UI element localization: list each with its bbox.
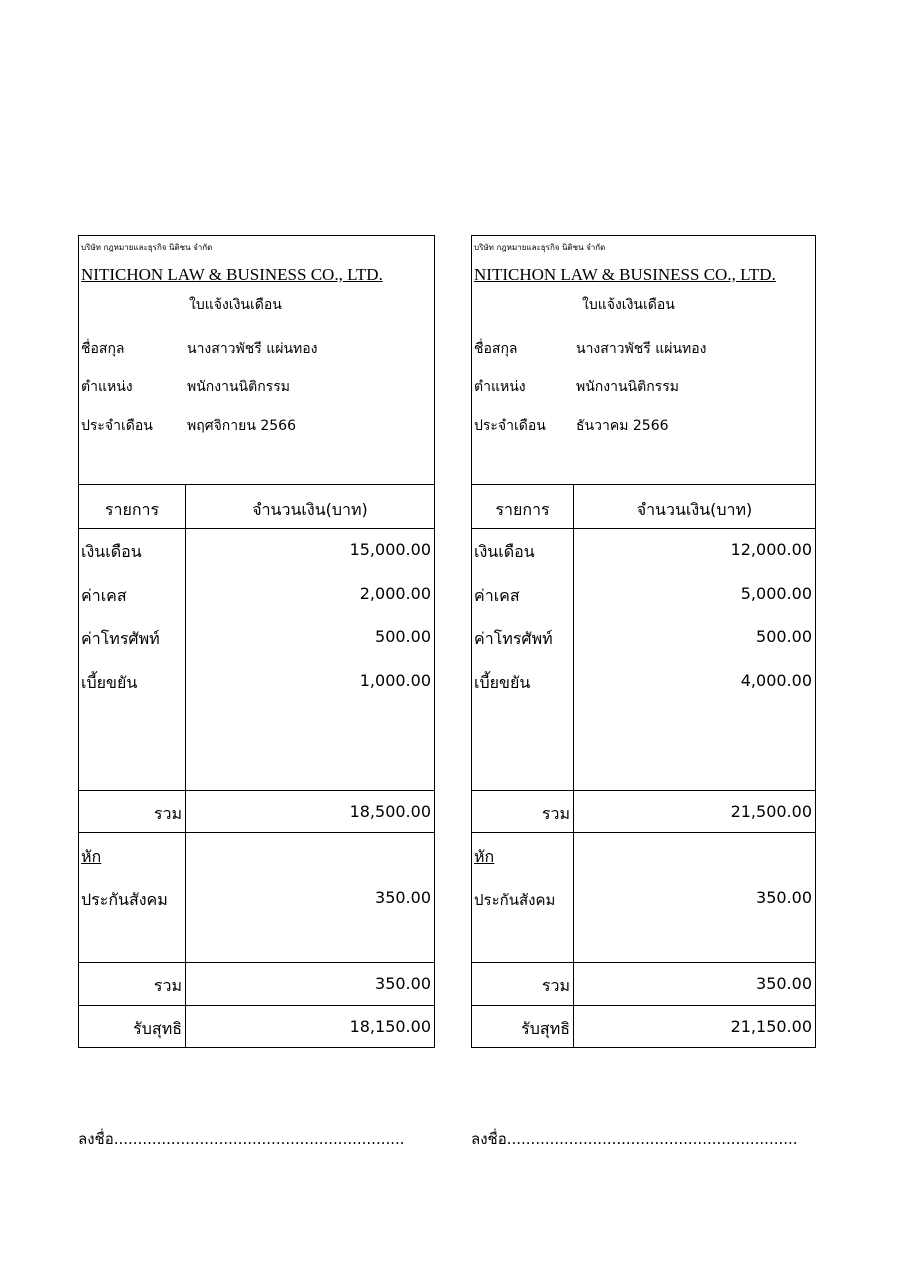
divider	[472, 528, 815, 529]
income-label: เบี้ยขยัน	[81, 673, 138, 692]
net-pay-amount: 21,150.00	[730, 1017, 812, 1036]
payslip-november	[78, 235, 435, 1048]
divider	[79, 528, 434, 529]
document-title: ใบแจ้งเงินเดือน	[189, 297, 282, 313]
income-label: เบี้ยขยัน	[474, 673, 531, 692]
deduction-label: ประกันสังคม	[474, 891, 556, 909]
position-label: ตำแหน่ง	[474, 379, 526, 395]
column-header-amount: จำนวนเงิน(บาท)	[636, 500, 753, 519]
income-label: ค่าโทรศัพท์	[81, 629, 160, 648]
divider	[472, 962, 815, 963]
deduction-total-label: รวม	[153, 976, 182, 995]
deduction-total-amount: 350.00	[375, 974, 431, 993]
company-name-english: NITICHON LAW & BUSINESS CO., LTD.	[81, 265, 383, 284]
document-title: ใบแจ้งเงินเดือน	[582, 297, 675, 313]
deduction-total-label: รวม	[541, 976, 570, 995]
income-amount: 2,000.00	[359, 584, 431, 603]
divider	[79, 832, 434, 833]
income-amount: 15,000.00	[349, 540, 431, 559]
income-label: เงินเดือน	[81, 542, 142, 561]
divider	[472, 790, 815, 791]
divider	[472, 484, 815, 485]
income-label: ค่าโทรศัพท์	[474, 629, 553, 648]
month-label: ประจำเดือน	[81, 418, 153, 434]
net-pay-label: รับสุทธิ	[521, 1019, 570, 1038]
income-amount: 4,000.00	[740, 671, 812, 690]
income-amount: 5,000.00	[740, 584, 812, 603]
position-label: ตำแหน่ง	[81, 379, 133, 395]
income-amount: 500.00	[756, 627, 812, 646]
deduction-label: ประกันสังคม	[81, 890, 168, 909]
position-value: พนักงานนิติกรรม	[576, 379, 679, 395]
name-label: ชื่อสกุล	[81, 341, 125, 357]
divider	[79, 484, 434, 485]
column-header-item: รายการ	[104, 500, 160, 519]
income-label: ค่าเคส	[474, 586, 520, 605]
column-divider	[573, 484, 574, 1048]
signature-line: ลงชื่อ.............................................................	[471, 1130, 798, 1148]
name-label: ชื่อสกุล	[474, 341, 518, 357]
column-header-amount: จำนวนเงิน(บาท)	[252, 500, 368, 519]
divider	[472, 832, 815, 833]
divider	[79, 1005, 434, 1006]
payslip-december	[471, 235, 816, 1048]
income-total-amount: 21,500.00	[730, 802, 812, 821]
deduction-amount: 350.00	[756, 888, 812, 907]
income-label: ค่าเคส	[81, 586, 127, 605]
deduction-heading: หัก	[474, 847, 495, 866]
company-name-english: NITICHON LAW & BUSINESS CO., LTD.	[474, 265, 776, 284]
income-total-label: รวม	[541, 804, 570, 823]
income-label: เงินเดือน	[474, 542, 535, 561]
divider	[472, 1005, 815, 1006]
income-total-label: รวม	[153, 804, 182, 823]
position-value: พนักงานนิติกรรม	[187, 379, 290, 395]
divider	[79, 962, 434, 963]
deduction-heading: หัก	[81, 847, 102, 866]
income-amount: 500.00	[375, 627, 431, 646]
income-amount: 12,000.00	[730, 540, 812, 559]
name-value: นางสาวพัชรี แผ่นทอง	[187, 341, 318, 357]
month-value: ธันวาคม 2566	[576, 418, 669, 434]
deduction-total-amount: 350.00	[756, 974, 812, 993]
column-divider	[185, 484, 186, 1048]
company-name-thai: บริษัท กฎหมายและธุรกิจ นิติชน จำกัด	[81, 243, 213, 252]
income-total-amount: 18,500.00	[349, 802, 431, 821]
divider	[79, 790, 434, 791]
deduction-amount: 350.00	[375, 888, 431, 907]
company-name-thai: บริษัท กฎหมายและธุรกิจ นิติชน จำกัด	[474, 243, 606, 252]
month-label: ประจำเดือน	[474, 418, 546, 434]
month-value: พฤศจิกายน 2566	[187, 418, 296, 434]
name-value: นางสาวพัชรี แผ่นทอง	[576, 341, 707, 357]
column-header-item: รายการ	[495, 500, 550, 519]
net-pay-amount: 18,150.00	[349, 1017, 431, 1036]
net-pay-label: รับสุทธิ	[133, 1019, 182, 1038]
income-amount: 1,000.00	[359, 671, 431, 690]
signature-line: ลงชื่อ.............................................................	[78, 1130, 405, 1148]
